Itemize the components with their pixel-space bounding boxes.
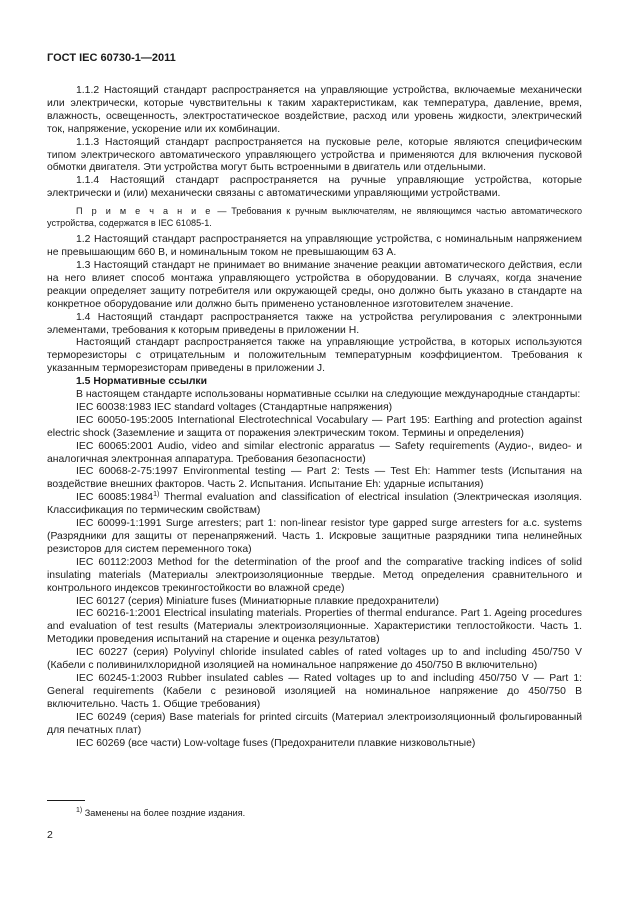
section-title: 1.5 Нормативные ссылки <box>76 376 208 388</box>
footnote-marker: 1) <box>76 807 83 814</box>
paragraph-1-3: 1.3 Настоящий стандарт не принимает во внимание значение реакции автоматического действия, если на него влияет способ монтажа управляющего устройства в оборудовании. В случаях, когда значение реакции определяет защиту потребителя или окружающей среды, оно должно быть указано в стандарте на конкретное оборудование или должно быть применено установленное изготовителем значение. <box>47 259 582 310</box>
reference-item: IEC 60227 (серия) Polyvinyl chloride insulated cables of rated voltages up to and including 450/750 V (Кабели с поливинилхлоридной изоляцией на номинальное напряжение до 450/750 В включительно) <box>47 647 582 672</box>
reference-item: IEC 60068-2-75:1997 Environmental testing — Part 2: Tests — Test Eh: Hammer tests (Испытания на воздействие внешних факторов. Часть 2. Испытания. Испытание Eh: ударные испытания) <box>47 466 582 491</box>
reference-item: IEC 60112:2003 Method for the determination of the proof and the comparative tracking indices of solid insulating materials (Материалы электроизоляционные твердые. Метод определения сравнительного и контрольного индексов трекингостойкости во влажной среде) <box>47 556 582 594</box>
document-header: ГОСТ IEC 60730-1—2011 <box>47 52 176 64</box>
reference-item: IEC 60099-1:1991 Surge arresters; part 1: non-linear resistor type gapped surge arresters for a.c. systems (Разрядники для защиты от перенапряжений. Часть 1. Искровые защитные разрядники типа нелинейных резисторов для систем переменного тока) <box>47 518 582 555</box>
paragraph-thermistors: Настоящий стандарт распространяется также на управляющие устройства, в которых используются терморезисторы с отрицательным и положительным температурным коэффициентом. Требования к указанным терморезисторам приведены в приложении J. <box>47 337 582 375</box>
reference-item: IEC 60216-1:2001 Electrical insulating materials. Properties of thermal endurance. Part 1. Ageing procedures and evaluation of test results (Материалы электроизоляционные. Характеристики теплостойкости. Часть 1. Методики проведения испытаний на старение и оценка результатов) <box>47 608 582 646</box>
reference-item-footnoted <box>47 492 582 518</box>
document-body <box>47 85 582 750</box>
reference-item: IEC 60245-1:2003 Rubber insulated cables — Rated voltages up to and including 450/750 V — Part 1: General requirements (Кабели с резиновой изоляцией на номинальное напряжение до 450/750 В включительно. Часть 1. Общие требования) <box>47 672 582 710</box>
note-label: П р и м е ч а н и е <box>76 206 213 217</box>
paragraph-1-1-4: 1.1.4 Настоящий стандарт распространяется на ручные управляющие устройства, которые электрически и (или) механически связаны с автоматическими управляющими устройствами. <box>47 175 582 200</box>
paragraph-1-2: 1.2 Настоящий стандарт распространяется на управляющие устройства, с номинальным напряжением не превышающим 660 В, и номинальным током не превышающим 63 А. <box>47 234 582 259</box>
note <box>47 206 582 229</box>
reference-title: Thermal evaluation and classification of electrical insulation (Электрическая изоляция. Классификация по термическим свойствам) <box>47 492 582 517</box>
paragraph-1-1-3: 1.1.3 Настоящий стандарт распространяется на пусковые реле, которые являются специфическим типом электрического автоматического управляющего устройства и применяются для включения пусковой обмотки двигателя. Эти устройства могут быть встроенными в двигатель или отдельными. <box>47 136 582 174</box>
paragraph-1-4: 1.4 Настоящий стандарт распространяется также на устройства регулирования с электронными элементами, требования к которым приведены в приложении Н. <box>47 311 582 336</box>
footnote-text: Заменены на более поздние издания. <box>82 808 246 818</box>
footnote <box>76 808 245 818</box>
paragraph-1-1-2: 1.1.2 Настоящий стандарт распространяется на управляющие устройства, включаемые механически или электрически, которые чувствительны к таким характеристикам, как температура, давление, время, влажность, освещенность, электростатическое воздействие, расход или уровень жидкости, электрический ток, напряжение, ускорение или их комбинации. <box>47 85 582 135</box>
footnote-divider <box>47 800 85 801</box>
note-text: — Требования к ручным выключателям, не являющимся частью автоматического устройства, содержатся в IEC 61085-1. <box>47 206 582 228</box>
page-number: 2 <box>47 829 53 841</box>
reference-code: IEC 60085:1984 <box>76 492 154 504</box>
reference-item: IEC 60050-195:2005 International Electrotechnical Vocabulary — Part 195: Earthing and protection against electric shock (Заземление и защита от поражения электрическим током. Термины и определения) <box>47 414 582 439</box>
reference-item: IEC 60065:2001 Audio, video and similar electronic apparatus — Safety requirements (Аудио-, видео- и аналогичная электронная аппаратура. Требования безопасности) <box>47 440 582 465</box>
reference-item: IEC 60269 (все части) Low-voltage fuses (Предохранители плавкие низковольтные) <box>76 737 476 749</box>
reference-item: IEC 60127 (серия) Miniature fuses (Миниатюрные плавкие предохранители) <box>76 595 439 607</box>
section-intro: В настоящем стандарте использованы нормативные ссылки на следующие международные стандарты: <box>76 389 581 401</box>
reference-item: IEC 60249 (серия) Base materials for printed circuits (Материал электроизоляционный фольгированный для печатных плат) <box>47 711 582 736</box>
reference-item: IEC 60038:1983 IEC standard voltages (Стандартные напряжения) <box>76 401 393 413</box>
footnote-marker: 1) <box>153 491 160 499</box>
